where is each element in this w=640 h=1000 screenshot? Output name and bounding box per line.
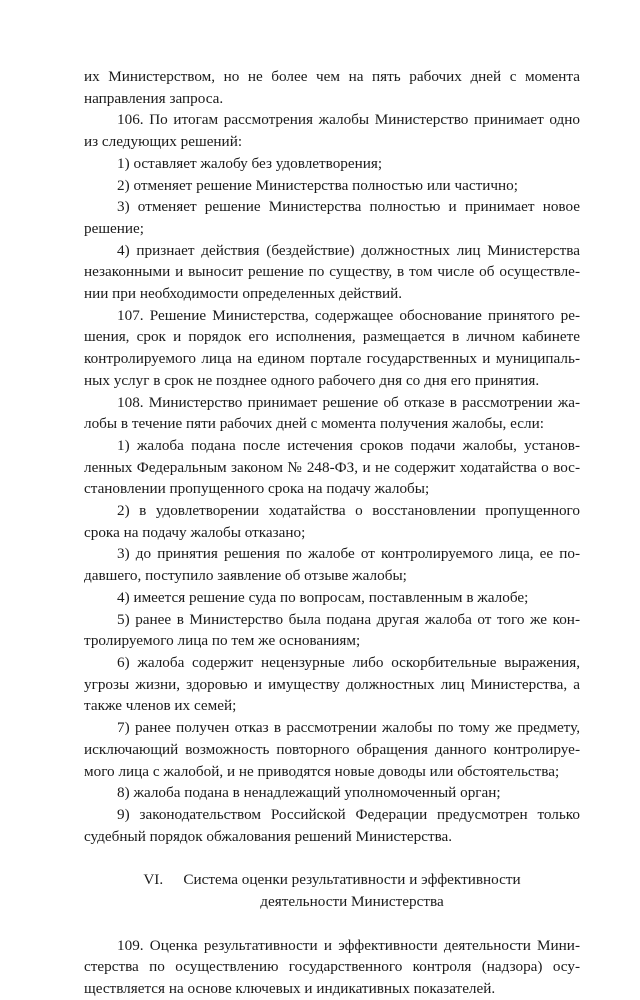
section-title-line-1: Система оценки результативности и эффективности — [183, 871, 521, 889]
list-item-106-4: 4) признает действия (бездействие) должностных лиц Министерства незаконными и выносит решение по существу, в том числе об осуществлении при необходимости определенных действий. — [84, 241, 580, 303]
paragraph-109: 109. Оценка результативности и эффективности деятельности Министерства по осуществлению государственного контроля (надзора) осуществляется на основе ключевых и индикативных показателей. — [84, 936, 580, 998]
list-item-106-1: 1) оставляет жалобу без удовлетворения; — [117, 154, 383, 172]
paragraph-107: 107. Решение Министерства, содержащее обоснование принятого решения, срок и порядок его исполнения, размещается в личном кабинете контролируемого лица на едином портале государственных и муниципальных услуг в срок не позднее одного рабочего дня со дня его принятия. — [84, 306, 580, 389]
paragraph-continuation: их Министерством, но не более чем на пять рабочих дней с момента направления запроса. — [84, 68, 580, 107]
list-item-108-2: 2) в удовлетворении ходатайства о восстановлении пропущенного срока на подачу жалобы отказано; — [84, 502, 580, 541]
section-number: VI. — [143, 871, 164, 889]
list-item-106-2: 2) отменяет решение Министерства полностью или частично; — [117, 176, 518, 194]
list-item-106-3: 3) отменяет решение Министерства полностью и принимает новое решение; — [84, 198, 580, 237]
list-item-108-6: 6) жалоба содержит нецензурные либо оскорбительные выражения, угрозы жизни, здоровью и имуществу должностных лиц Министерства, а также членов их семей; — [84, 653, 580, 715]
list-item-108-1: 1) жалоба подана после истечения сроков подачи жалобы, установленных Федеральным законом № 248-ФЗ, и не содержит ходатайства о восстановлении пропущенного срока на подачу жалобы; — [84, 436, 580, 498]
section-title — [183, 869, 520, 912]
list-item-108-4: 4) имеется решение суда по вопросам, поставленным в жалобе; — [117, 588, 529, 606]
paragraph-108: 108. Министерство принимает решение об отказе в рассмотрении жалобы в течение пяти рабочих дней с момента получения жалобы, если: — [84, 393, 580, 433]
document-body — [84, 66, 580, 1000]
list-item-108-8: 8) жалоба подана в ненадлежащий уполномоченный орган; — [117, 784, 501, 802]
section-title-line-2: деятельности Министерства — [260, 893, 444, 911]
paragraph-106: 106. По итогам рассмотрения жалобы Министерство принимает одно из следующих решений: — [84, 111, 580, 151]
list-item-108-5: 5) ранее в Министерство была подана другая жалоба от того же контролируемого лица по тем же основаниям; — [84, 610, 580, 650]
list-item-108-3: 3) до принятия решения по жалобе от контролируемого лица, ее подавшего, поступило заявление об отзыве жалобы; — [84, 545, 580, 585]
list-item-108-7: 7) ранее получен отказ в рассмотрении жалобы по тому же предмету, исключающий возможность повторного обращения данного контролируемого лица с жалобой, и не приводятся новые доводы или обстоятельства; — [84, 719, 580, 780]
section-heading — [84, 869, 580, 912]
list-item-108-9: 9) законодательством Российской Федерации предусмотрен только судебный порядок обжалования решений Министерства. — [84, 805, 580, 845]
